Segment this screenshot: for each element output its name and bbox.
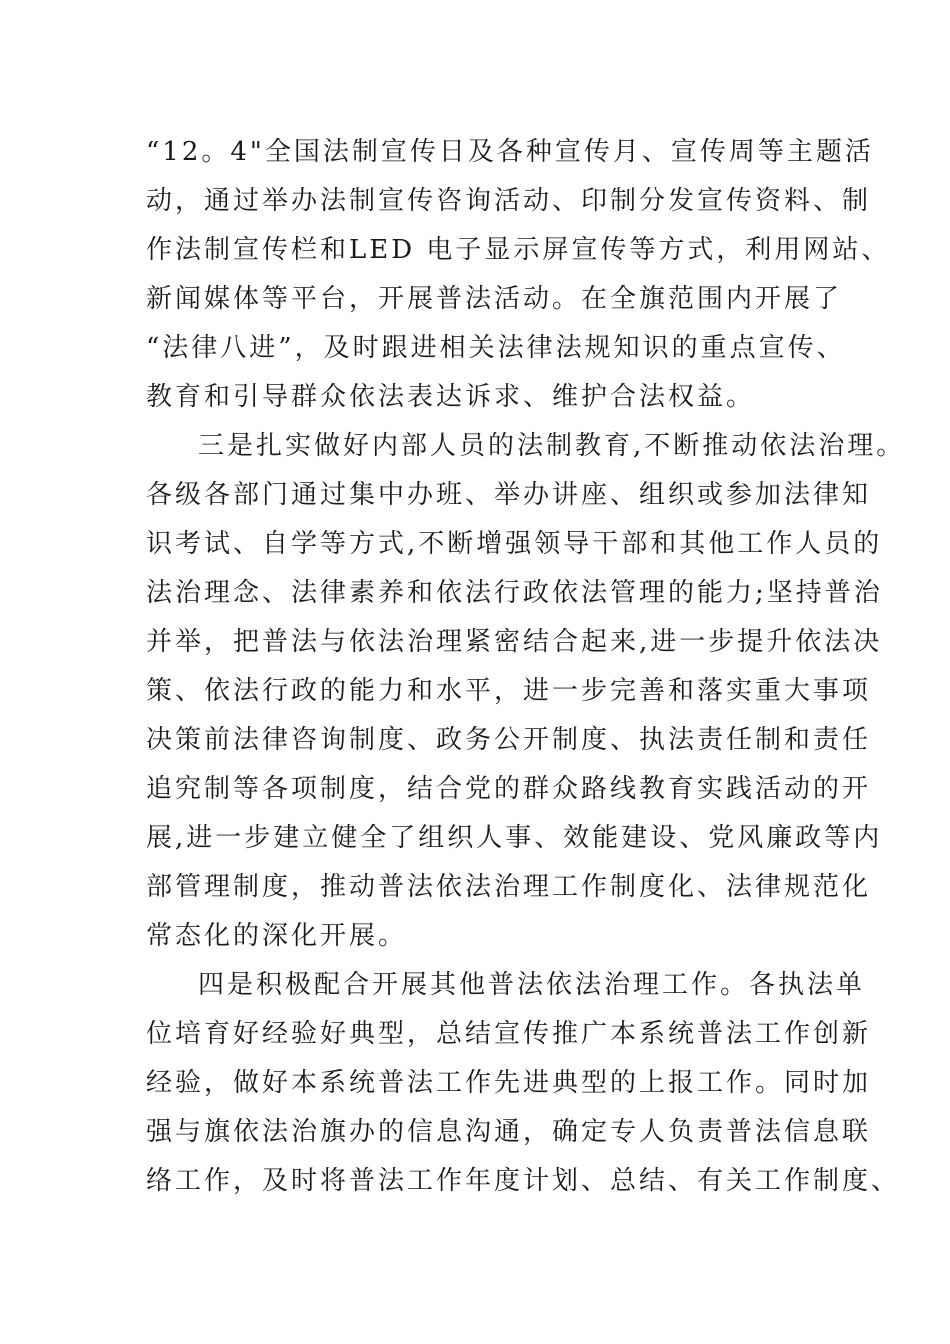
text-line: 策、依法行政的能力和水平，进一步完善和落实重大事项 — [146, 676, 872, 706]
paragraph-start-line: 三是扎实做好内部人员的法制教育,不断推动依法治理。 — [198, 431, 906, 461]
text-line: 部管理制度，推动普法依法治理工作制度化、法律规范化 — [146, 872, 872, 902]
text-line: 法治理念、法律素养和依法行政依法管理的能力;坚持普治 — [146, 578, 883, 608]
text-line: 强与旗依法治旗办的信息沟通，确定专人负责普法信息联 — [146, 1117, 872, 1147]
text-line: 并举，把普法与依法治理紧密结合起来,进一步提升依法决 — [146, 627, 883, 657]
text-line: 动，通过举办法制宣传咨询活动、印制分发宣传资料、制 — [146, 186, 872, 216]
text-line: 络工作，及时将普法工作年度计划、总结、有关工作制度、 — [146, 1166, 901, 1196]
text-line: “法律八进”，及时跟进相关法律法规知识的重点宣传、 — [146, 333, 846, 363]
text-line: 常态化的深化开展。 — [146, 921, 408, 951]
text-line: 决策前法律咨询制度、政务公开制度、执法责任制和责任 — [146, 725, 872, 755]
text-line: 位培育好经验好典型，总结宣传推广本系统普法工作创新 — [146, 1019, 872, 1049]
text-line: 教育和引导群众依法表达诉求、维护合法权益。 — [146, 382, 756, 412]
text-line: 经验，做好本系统普法工作先进典型的上报工作。同时加 — [146, 1068, 872, 1098]
text-line: 追究制等各项制度，结合党的群众路线教育实践活动的开 — [146, 774, 872, 804]
text-line: 作法制宣传栏和LED 电子显示屏宣传等方式，利用网站、 — [146, 235, 891, 265]
text-line: 展,进一步建立健全了组织人事、效能建设、党风廉政等内 — [146, 823, 883, 853]
text-line: 新闻媒体等平台，开展普法活动。在全旗范围内开展了 — [146, 284, 843, 314]
text-line: 各级各部门通过集中办班、举办讲座、组织或参加法律知 — [146, 480, 872, 510]
text-line: “12。4"全国法制宣传日及各种宣传月、宣传周等主题活 — [146, 137, 874, 167]
paragraph-start-line: 四是积极配合开展其他普法依法治理工作。各执法单 — [198, 970, 866, 1000]
text-line: 识考试、自学等方式,不断增强领导干部和其他工作人员的 — [146, 529, 883, 559]
body-text — [146, 128, 906, 1206]
